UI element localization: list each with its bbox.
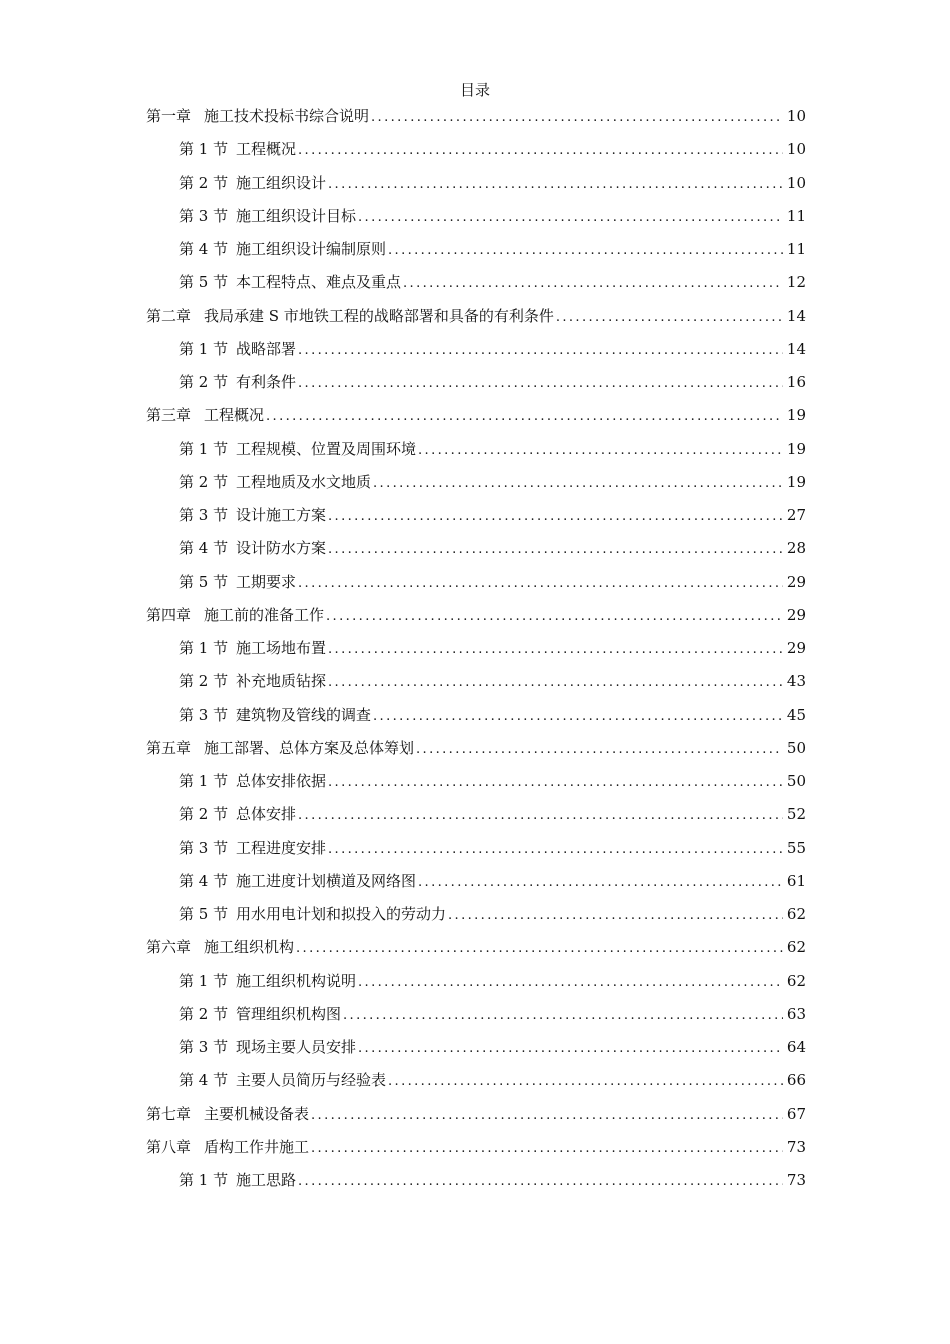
toc-section-entry[interactable]	[146, 173, 806, 206]
toc-entry-number: 第 1 节	[179, 971, 229, 990]
toc-entry-number: 第一章	[146, 107, 192, 125]
toc-dot-leader	[358, 1039, 783, 1059]
toc-entry-number: 第 4 节	[179, 539, 229, 558]
toc-entry-title: 工程地质及水文地质	[236, 472, 372, 491]
toc-entry-title: 施工进度计划横道及网络图	[236, 871, 417, 890]
toc-page-number: 19	[786, 406, 806, 425]
toc-section-entry[interactable]	[146, 838, 806, 871]
toc-page-number: 64	[786, 1038, 806, 1056]
toc-page-number: 11	[786, 240, 806, 258]
toc-page-number: 29	[786, 639, 806, 657]
toc-entry-title: 施工技术投标书综合说明	[204, 107, 370, 125]
toc-entry-number: 第 1 节	[179, 339, 229, 358]
toc-entry-label	[179, 439, 416, 459]
toc-section-entry[interactable]	[146, 1037, 806, 1070]
toc-entry-title: 施工组织设计	[236, 173, 327, 192]
toc-page-number: 55	[786, 838, 806, 857]
toc-section-entry[interactable]	[146, 505, 806, 538]
toc-page-number: 10	[786, 173, 806, 192]
toc-entry-label	[179, 1070, 386, 1090]
toc-entry-title: 施工组织机构	[204, 938, 295, 957]
toc-entry-number: 第 3 节	[179, 206, 229, 225]
toc-entry-title: 施工部署、总体方案及总体筹划	[204, 738, 415, 757]
toc-dot-leader	[296, 939, 783, 959]
toc-dot-leader	[328, 673, 783, 693]
toc-page-number: 73	[786, 1171, 806, 1189]
toc-dot-leader	[373, 707, 783, 727]
toc-dot-leader	[418, 441, 783, 461]
toc-dot-leader	[371, 108, 783, 128]
toc-chapter-entry[interactable]	[146, 937, 806, 970]
toc-entry-number: 第 1 节	[179, 639, 229, 657]
toc-dot-leader	[448, 906, 783, 926]
toc-entry-title: 工程进度安排	[236, 838, 327, 857]
toc-entry-label	[179, 705, 371, 725]
toc-section-entry[interactable]	[146, 472, 806, 505]
toc-chapter-entry[interactable]	[146, 1104, 806, 1137]
toc-entry-label	[179, 272, 401, 292]
toc-page-number: 62	[786, 905, 806, 923]
toc-dot-leader	[298, 374, 783, 394]
toc-entry-label	[179, 339, 296, 359]
toc-title: 目录	[459, 81, 490, 99]
toc-section-entry[interactable]	[146, 1070, 806, 1103]
toc-entry-number: 第五章	[146, 738, 192, 757]
toc-page-number: 43	[786, 672, 806, 691]
toc-page-number: 16	[786, 373, 806, 391]
toc-dot-leader	[311, 1139, 783, 1159]
toc-entry-number: 第 4 节	[179, 1071, 229, 1090]
toc-entry-title: 管理组织机构图	[236, 1004, 342, 1023]
toc-entry-title: 施工组织机构说明	[236, 971, 357, 990]
toc-section-entry[interactable]	[146, 804, 806, 837]
toc-entry-title: 我局承建 S 市地铁工程的战略部署和具备的有利条件	[204, 306, 554, 325]
toc-entry-number: 第 5 节	[179, 273, 229, 292]
toc-entry-title: 工程概况	[236, 140, 297, 159]
toc-page-number: 11	[786, 206, 806, 225]
toc-entry-title: 主要人员简历与经验表	[236, 1071, 387, 1090]
toc-page-number: 10	[786, 107, 806, 125]
toc-list	[146, 106, 806, 1203]
toc-entry-label	[179, 1004, 341, 1024]
toc-entry-label	[146, 738, 414, 758]
toc-section-entry[interactable]	[146, 638, 806, 671]
toc-section-entry[interactable]	[146, 439, 806, 472]
toc-entry-title: 总体安排依据	[236, 772, 327, 790]
toc-section-entry[interactable]	[146, 339, 806, 372]
toc-dot-leader	[328, 840, 783, 860]
toc-page-number: 62	[786, 971, 806, 990]
toc-entry-title: 工程概况	[204, 406, 265, 425]
toc-entry-label	[179, 1037, 356, 1057]
toc-entry-label	[179, 1170, 296, 1190]
toc-dot-leader	[298, 141, 783, 161]
toc-chapter-entry[interactable]	[146, 605, 806, 638]
toc-entry-number: 第 1 节	[179, 439, 229, 458]
toc-section-entry[interactable]	[146, 705, 806, 738]
toc-section-entry[interactable]	[146, 771, 806, 804]
toc-entry-title: 施工思路	[236, 1171, 297, 1189]
toc-dot-leader	[373, 474, 783, 494]
toc-section-entry[interactable]	[146, 971, 806, 1004]
toc-dot-leader	[418, 873, 783, 893]
toc-entry-title: 用水用电计划和拟投入的劳动力	[236, 905, 447, 923]
toc-page-number: 28	[786, 539, 806, 558]
toc-page-number: 14	[786, 306, 806, 325]
toc-entry-label	[146, 106, 369, 126]
toc-entry-label	[179, 771, 326, 791]
toc-entry-number: 第 2 节	[179, 805, 229, 824]
toc-entry-number: 第七章	[146, 1104, 192, 1123]
toc-entry-title: 现场主要人员安排	[236, 1038, 357, 1056]
toc-entry-title: 设计防水方案	[236, 539, 327, 558]
toc-entry-title: 施工前的准备工作	[204, 605, 325, 624]
toc-dot-leader	[403, 274, 783, 294]
toc-entry-title: 补充地质钻探	[236, 672, 327, 691]
toc-section-entry[interactable]	[146, 372, 806, 405]
toc-entry-number: 第 5 节	[179, 572, 229, 591]
toc-entry-number: 第 2 节	[179, 173, 229, 192]
toc-entry-label	[179, 804, 296, 824]
toc-page-number: 61	[786, 871, 806, 890]
toc-entry-label	[146, 306, 554, 326]
toc-entry-number: 第 2 节	[179, 472, 229, 491]
toc-page-number: 67	[786, 1104, 806, 1123]
toc-entry-number: 第 4 节	[179, 240, 229, 258]
toc-entry-label	[146, 1137, 309, 1157]
toc-dot-leader	[358, 208, 783, 228]
toc-dot-leader	[328, 175, 783, 195]
toc-entry-label	[179, 572, 296, 592]
toc-entry-label	[146, 937, 294, 957]
toc-dot-leader	[311, 1106, 783, 1126]
toc-entry-label	[179, 638, 326, 658]
toc-page-number: 73	[786, 1137, 806, 1156]
toc-dot-leader	[388, 1072, 783, 1092]
toc-entry-number: 第三章	[146, 406, 192, 425]
toc-entry-label	[179, 671, 326, 691]
toc-page-number: 50	[786, 772, 806, 790]
toc-page-number: 66	[786, 1071, 806, 1090]
toc-section-entry[interactable]	[146, 671, 806, 704]
toc-entry-label	[179, 139, 296, 159]
toc-dot-leader	[298, 1172, 783, 1192]
toc-entry-number: 第 3 节	[179, 838, 229, 857]
toc-dot-leader	[328, 773, 783, 793]
toc-entry-label	[179, 372, 296, 392]
toc-entry-number: 第 5 节	[179, 905, 229, 923]
toc-page-number: 29	[786, 605, 806, 624]
toc-dot-leader	[328, 540, 783, 560]
toc-dot-leader	[298, 574, 783, 594]
toc-page-number: 19	[786, 439, 806, 458]
toc-page-number: 14	[786, 339, 806, 358]
toc-section-entry[interactable]	[146, 1004, 806, 1037]
toc-chapter-entry[interactable]	[146, 405, 806, 438]
toc-section-entry[interactable]	[146, 904, 806, 937]
toc-entry-title: 工期要求	[236, 572, 297, 591]
toc-section-entry[interactable]	[146, 239, 806, 272]
toc-entry-number: 第 2 节	[179, 1004, 229, 1023]
toc-page-number: 50	[786, 738, 806, 757]
toc-page-number: 27	[786, 506, 806, 524]
toc-entry-label	[179, 871, 416, 891]
toc-entry-title: 战略部署	[236, 339, 297, 358]
toc-entry-title: 设计施工方案	[236, 506, 327, 524]
toc-entry-number: 第 3 节	[179, 705, 229, 724]
toc-entry-label	[146, 1104, 309, 1124]
toc-entry-title: 施工场地布置	[236, 639, 327, 657]
toc-entry-number: 第 1 节	[179, 140, 229, 159]
toc-page-number: 45	[786, 705, 806, 724]
toc-entry-title: 施工组织设计编制原则	[236, 240, 387, 258]
toc-entry-number: 第 2 节	[179, 373, 229, 391]
toc-entry-number: 第八章	[146, 1137, 192, 1156]
toc-entry-label	[179, 206, 356, 226]
toc-entry-label	[179, 472, 371, 492]
toc-dot-leader	[388, 241, 783, 261]
toc-entry-number: 第 3 节	[179, 1038, 229, 1056]
toc-dot-leader	[328, 507, 783, 527]
toc-dot-leader	[326, 607, 783, 627]
toc-entry-label	[146, 605, 324, 625]
toc-entry-title: 盾构工作井施工	[204, 1137, 310, 1156]
toc-entry-label	[179, 838, 326, 858]
toc-entry-label	[179, 173, 326, 193]
toc-entry-number: 第 1 节	[179, 1171, 229, 1189]
toc-entry-label	[146, 405, 264, 425]
toc-entry-label	[179, 239, 386, 259]
toc-entry-title: 建筑物及管线的调查	[236, 705, 372, 724]
toc-section-entry[interactable]	[146, 538, 806, 571]
toc-dot-leader	[298, 341, 783, 361]
toc-dot-leader	[343, 1006, 783, 1026]
toc-page-number: 10	[786, 140, 806, 159]
toc-chapter-entry[interactable]	[146, 738, 806, 771]
toc-dot-leader	[358, 973, 783, 993]
toc-dot-leader	[416, 740, 783, 760]
toc-entry-number: 第 1 节	[179, 772, 229, 790]
toc-entry-label	[179, 505, 326, 525]
toc-page-number: 63	[786, 1004, 806, 1023]
toc-entry-number: 第四章	[146, 605, 192, 624]
toc-section-entry[interactable]	[146, 139, 806, 172]
toc-entry-title: 工程规模、位置及周围环境	[236, 439, 417, 458]
toc-section-entry[interactable]	[146, 572, 806, 605]
toc-dot-leader	[328, 640, 783, 660]
toc-page-number: 19	[786, 472, 806, 491]
toc-page-number: 62	[786, 938, 806, 957]
toc-entry-label	[179, 904, 446, 924]
toc-section-entry[interactable]	[146, 871, 806, 904]
toc-dot-leader	[298, 806, 783, 826]
toc-chapter-entry[interactable]	[146, 1137, 806, 1170]
toc-entry-title: 施工组织设计目标	[236, 206, 357, 225]
toc-entry-number: 第 2 节	[179, 672, 229, 691]
toc-entry-label	[179, 538, 326, 558]
toc-page-number: 12	[786, 273, 806, 292]
toc-entry-title: 有利条件	[236, 373, 297, 391]
toc-entry-title: 主要机械设备表	[204, 1104, 310, 1123]
toc-section-entry[interactable]	[146, 272, 806, 305]
toc-chapter-entry[interactable]	[146, 306, 806, 339]
toc-entry-label	[179, 971, 356, 991]
toc-dot-leader	[266, 407, 783, 427]
toc-entry-number: 第六章	[146, 938, 192, 957]
toc-entry-title: 本工程特点、难点及重点	[236, 273, 402, 292]
toc-entry-number: 第 3 节	[179, 506, 229, 524]
toc-entry-number: 第 4 节	[179, 871, 229, 890]
toc-entry-number: 第二章	[146, 306, 192, 325]
toc-section-entry[interactable]	[146, 1170, 806, 1203]
toc-chapter-entry[interactable]	[146, 106, 806, 139]
toc-page-number: 52	[786, 805, 806, 824]
toc-entry-title: 总体安排	[236, 805, 297, 824]
toc-page-number: 29	[786, 572, 806, 591]
toc-dot-leader	[556, 308, 783, 328]
toc-section-entry[interactable]	[146, 206, 806, 239]
